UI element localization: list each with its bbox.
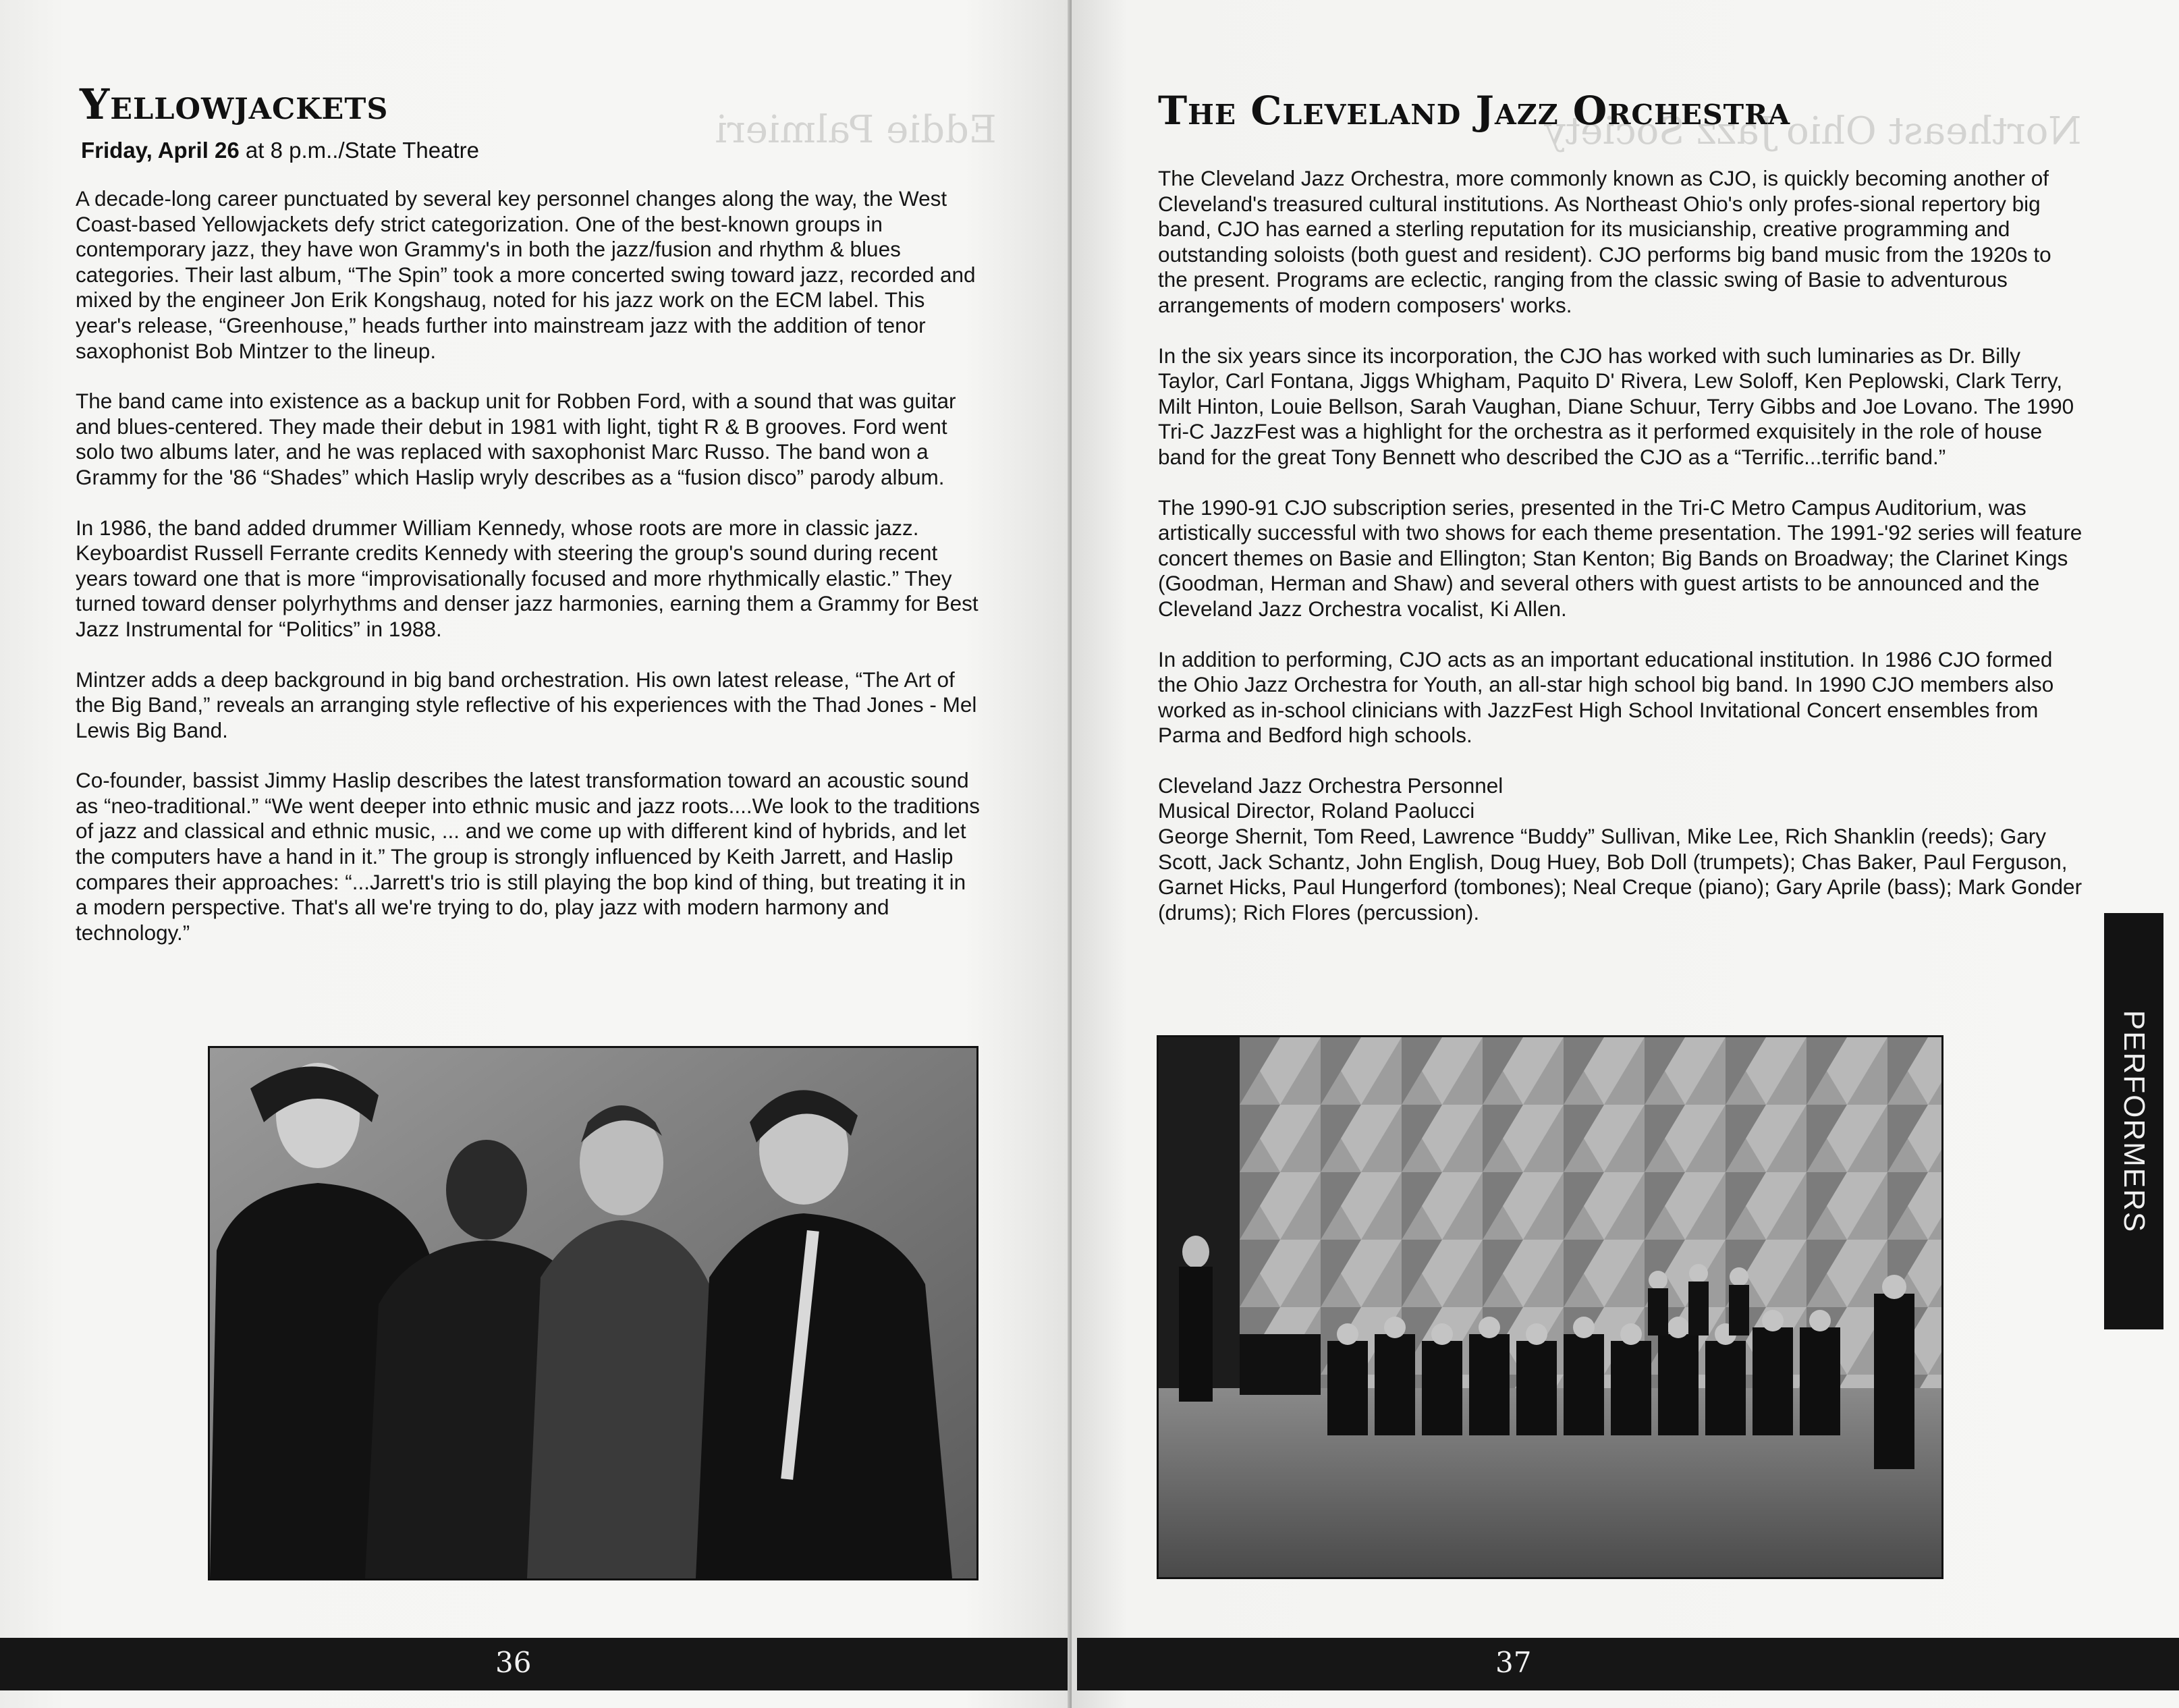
personnel-heading: Cleveland Jazz Orchestra Personnel xyxy=(1158,773,1504,798)
page-title-yellowjackets: Yellowjackets xyxy=(80,80,389,129)
article-paragraph: Mintzer adds a deep background in big band orchestration. His own latest release, “The Art of the Big Band,” reveals an arranging style reflective of his experiences with the Thad Jones - Mel Lewis Big Band. xyxy=(76,667,977,742)
yellowjackets-article xyxy=(76,186,980,970)
left-page xyxy=(0,0,1072,1708)
bleed-through-text: Northeast Ohio Jazz Society xyxy=(1544,109,2082,153)
article-paragraph: In addition to performing, CJO acts as an important educational institution. In 1986 CJO formed the Ohio Jazz Orchestra for Youth, an all-star high school big band. In 1990 CJO members also worked as in-school clinicians with JazzFest High School Invitational Concert ensembles from Parma and Bedford high schools. xyxy=(1158,646,2054,748)
event-date-line xyxy=(81,138,479,163)
article-paragraph: In the six years since its incorporation, the CJO has worked with such luminaries as Dr. Billy Taylor, Carl Fontana, Jiggs Whigham, Paquito D' Rivera, Lew Soloff, Ken Peplowski, Clark Terry, Milt Hinton, Louie Bellson, Sarah Vaughan, Diane Schuur, Terry Gibbs and Joe Lovano. The 1990 Tri-C JazzFest was a highlight for the orchestra as it performed exquisitely in the role of house band for the great Tony Bennett who described the CJO as a “Terrific...terrific band.” xyxy=(1158,343,2074,469)
page-number: 36 xyxy=(495,1646,532,1679)
section-tab-performers xyxy=(2104,913,2163,1329)
bleed-through-text: Eddie Palmieri xyxy=(715,108,997,152)
orchestra-photo-graphic xyxy=(1159,1037,1941,1577)
article-paragraph: The band came into existence as a backup unit for Robben Ford, with a sound that was guitar and blues-centered. They made their debut in 1981 with light, tight R & B grooves. Ford went solo two albums later, and he was replaced with saxophonist Marc Russo. The band won a Grammy for the '86 “Shades” which Haslip wryly describes as a “fusion disco” parody album. xyxy=(76,389,956,489)
left-footer-bar xyxy=(0,1638,1068,1690)
page-number: 37 xyxy=(1495,1646,1532,1679)
right-footer-bar xyxy=(1077,1638,2179,1690)
section-tab-label: PERFORMERS xyxy=(2118,1010,2151,1233)
article-paragraph: The Cleveland Jazz Orchestra, more commonly known as CJO, is quickly becoming another of Cleveland's treasured cultural institutions. As Northeast Ohio's only profes-sional repertory big band, CJO has earned a sterling reputation for its musicianship, creative programming and outstanding soloists (both guest and resident). CJO performs big band music from the 1920s to the present. Programs are eclectic, ranging from the classic swing of Basie to adventurous arrangements of modern composers' works. xyxy=(1158,166,2051,317)
event-venue: at 8 p.m../State Theatre xyxy=(239,138,479,163)
page-title-cleveland-jazz-orchestra: The Cleveland Jazz Orchestra xyxy=(1158,88,1791,134)
event-date: Friday, April 26 xyxy=(81,138,240,163)
article-paragraph: A decade-long career punctuated by several key personnel changes along the way, the West Coast-based Yellowjackets defy strict categorization. One of the best-known groups in contemporary jazz, they have won Grammy's in both the jazz/fusion and rhythm & blues categories. Their last album, “The Spin” took a more concerted swing toward jazz, recorded and mixed by the engineer Jon Erik Kongshaug, noted for his jazz work on the ECM label. This year's release, “Greenhouse,” heads further into mainstream jazz with the addition of tenor saxophonist Bob Mintzer to the lineup. xyxy=(76,186,976,363)
orchestra-stage-photo xyxy=(1157,1035,1943,1579)
cjo-article xyxy=(1158,166,2083,925)
article-paragraph: In 1986, the band added drummer William Kennedy, whose roots are more in classic jazz. Keyboardist Russell Ferrante credits Kennedy with steering the group's sound during recent years toward one that is more “improvisationally focused and more rhythmically elastic.” They turned toward denser polyrhythms and denser jazz harmonies, earning them a Grammy for Best Jazz Instrumental for “Politics” in 1988. xyxy=(76,515,978,641)
yellowjackets-band-photo xyxy=(208,1046,978,1580)
personnel-director: Musical Director, Roland Paolucci xyxy=(1158,798,1475,823)
personnel-list: George Shernit, Tom Reed, Lawrence “Buddy” Sullivan, Mike Lee, Rich Shanklin (reeds); Gary Scott, Jack Schantz, John English, Doug Huey, Bob Doll (trumpets); Chas Baker, Paul Ferguson, Garnet Hicks, Paul Hungerford (tombones); Neal Creque (piano); Gary Aprile (bass); Mark Gonder (drums); Rich Flores (percussion). xyxy=(1158,824,2083,925)
band-photo-graphic xyxy=(210,1048,976,1578)
article-paragraph: Co-founder, bassist Jimmy Haslip describes the latest transformation toward an acoustic sound as “neo-traditional.” “We went deeper into ethnic music and jazz roots....We look to the traditions of jazz and classical and ethnic music, ... and we come up with different kind of hybrids, and let the computers have a hand in it.” The group is strongly influenced by Keith Jarrett, and Haslip compares their approaches: “...Jarrett's trio is still playing the bop kind of thing, but treating it in a modern perspective. That's all we're trying to do, play jazz with modern harmony and technology.” xyxy=(76,768,980,945)
article-paragraph: The 1990-91 CJO subscription series, presented in the Tri-C Metro Campus Auditorium, was artistically successful with two shows for each theme presentation. The 1991-'92 series will feature concert themes on Basie and Ellington; Stan Kenton; Big Bands on Broadway; the Clarinet Kings (Goodman, Herman and Shaw) and several others with guest artists to be announced and the Cleveland Jazz Orchestra vocalist, Ki Allen. xyxy=(1158,495,2083,621)
right-page xyxy=(1072,0,2179,1708)
